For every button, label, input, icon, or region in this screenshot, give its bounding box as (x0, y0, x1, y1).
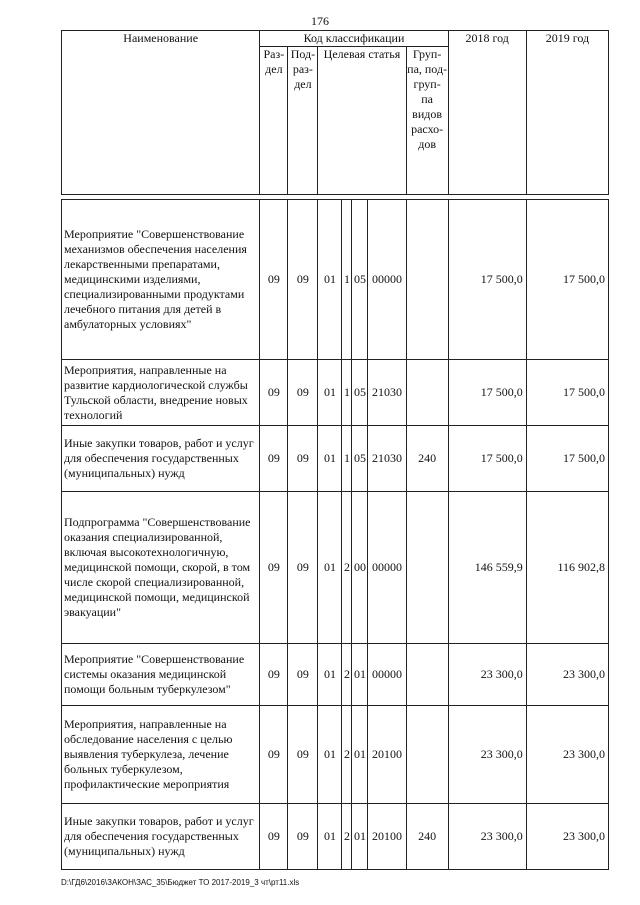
table-row (62, 706, 609, 804)
row-podrazdel: 09 (288, 492, 318, 644)
row-cs1: 01 (318, 492, 342, 644)
row-y2018: 23 300,0 (448, 706, 526, 804)
row-cs1: 01 (318, 706, 342, 804)
row-podrazdel: 09 (288, 804, 318, 870)
row-podrazdel: 09 (288, 200, 318, 360)
page-number: 176 (311, 14, 329, 28)
row-y2019: 17 500,0 (526, 360, 608, 426)
row-cs3: 05 (352, 426, 368, 492)
row-cs4: 00000 (368, 200, 406, 360)
file-path-footer: D:\ГД6\2016\ЗАКОН\ЗАС_35\Бюджет ТО 2017-2019_3 чт\рт11.xls (61, 878, 300, 887)
header-expense-group: Груп- па, под- груп- па видов расхо- дов (406, 47, 448, 195)
row-y2019: 116 902,8 (526, 492, 608, 644)
row-podrazdel: 09 (288, 360, 318, 426)
row-y2019: 23 300,0 (526, 644, 608, 706)
row-razdel: 09 (260, 426, 288, 492)
header-year-2018: 2018 год (448, 31, 526, 195)
row-cs3: 05 (352, 200, 368, 360)
table-row (62, 644, 609, 706)
row-cs2: 1 (342, 360, 352, 426)
row-y2018: 23 300,0 (448, 644, 526, 706)
row-group (406, 492, 448, 644)
row-cs4: 00000 (368, 492, 406, 644)
row-cs3: 05 (352, 360, 368, 426)
row-cs1: 01 (318, 426, 342, 492)
header-target-article: Целевая статья (318, 47, 406, 195)
table-row (62, 360, 609, 426)
row-cs2: 2 (342, 644, 352, 706)
row-y2019: 17 500,0 (526, 200, 608, 360)
row-y2018: 17 500,0 (448, 200, 526, 360)
row-name: Мероприятия, направленные на обследование населения с целью выявления туберкулеза, лечение больных туберкулезом, профилактические мероприятия (62, 706, 260, 804)
row-cs4: 21030 (368, 360, 406, 426)
row-cs2: 2 (342, 706, 352, 804)
row-cs1: 01 (318, 360, 342, 426)
row-y2018: 146 559,9 (448, 492, 526, 644)
row-razdel: 09 (260, 644, 288, 706)
row-razdel: 09 (260, 360, 288, 426)
row-name: Подпрограмма "Совершенствование оказания специализированной, включая высокотехнологичную, медицинской помощи, скорой, в том числе скорой специализированной, медицинской помощи, медицинской эвакуации" (62, 492, 260, 644)
header-podrazdel: Под- раз- дел (288, 47, 318, 195)
row-cs1: 01 (318, 644, 342, 706)
row-name: Мероприятие "Совершенствование механизмов обеспечения населения лекарственными препаратами, медицинскими изделиями, специализированными продуктами лечебного питания для детей в амбулаторных условиях" (62, 200, 260, 360)
row-cs2: 1 (342, 200, 352, 360)
table-row (62, 804, 609, 870)
row-y2018: 17 500,0 (448, 426, 526, 492)
row-group (406, 706, 448, 804)
row-y2018: 23 300,0 (448, 804, 526, 870)
row-group: 240 (406, 426, 448, 492)
row-podrazdel: 09 (288, 644, 318, 706)
row-y2019: 17 500,0 (526, 426, 608, 492)
row-cs2: 2 (342, 492, 352, 644)
table-row (62, 492, 609, 644)
row-cs4: 20100 (368, 804, 406, 870)
row-cs4: 21030 (368, 426, 406, 492)
row-group (406, 200, 448, 360)
header-code-group: Код классификации (260, 31, 448, 47)
row-cs3: 00 (352, 492, 368, 644)
row-razdel: 09 (260, 492, 288, 644)
row-group (406, 644, 448, 706)
row-y2018: 17 500,0 (448, 360, 526, 426)
row-y2019: 23 300,0 (526, 706, 608, 804)
row-razdel: 09 (260, 804, 288, 870)
row-razdel: 09 (260, 200, 288, 360)
row-cs3: 01 (352, 706, 368, 804)
row-podrazdel: 09 (288, 706, 318, 804)
row-razdel: 09 (260, 706, 288, 804)
header-name: Наименование (62, 31, 260, 195)
table-row (62, 426, 609, 492)
row-group: 240 (406, 804, 448, 870)
row-cs1: 01 (318, 804, 342, 870)
row-y2019: 23 300,0 (526, 804, 608, 870)
row-name: Мероприятия, направленные на развитие кардиологической службы Тульской области, внедрение новых технологий (62, 360, 260, 426)
row-cs2: 1 (342, 426, 352, 492)
row-cs3: 01 (352, 804, 368, 870)
row-cs3: 01 (352, 644, 368, 706)
row-cs1: 01 (318, 200, 342, 360)
row-name: Мероприятие "Совершенствование системы оказания медицинской помощи больным туберкулезом" (62, 644, 260, 706)
budget-table (61, 30, 609, 870)
header-year-2019: 2019 год (526, 31, 608, 195)
row-name: Иные закупки товаров, работ и услуг для обеспечения государственных (муниципальных) нужд (62, 804, 260, 870)
row-cs4: 20100 (368, 706, 406, 804)
table-row (62, 200, 609, 360)
header-razdel: Раз- дел (260, 47, 288, 195)
row-name: Иные закупки товаров, работ и услуг для обеспечения государственных (муниципальных) нужд (62, 426, 260, 492)
row-group (406, 360, 448, 426)
row-cs4: 00000 (368, 644, 406, 706)
row-podrazdel: 09 (288, 426, 318, 492)
row-cs2: 2 (342, 804, 352, 870)
